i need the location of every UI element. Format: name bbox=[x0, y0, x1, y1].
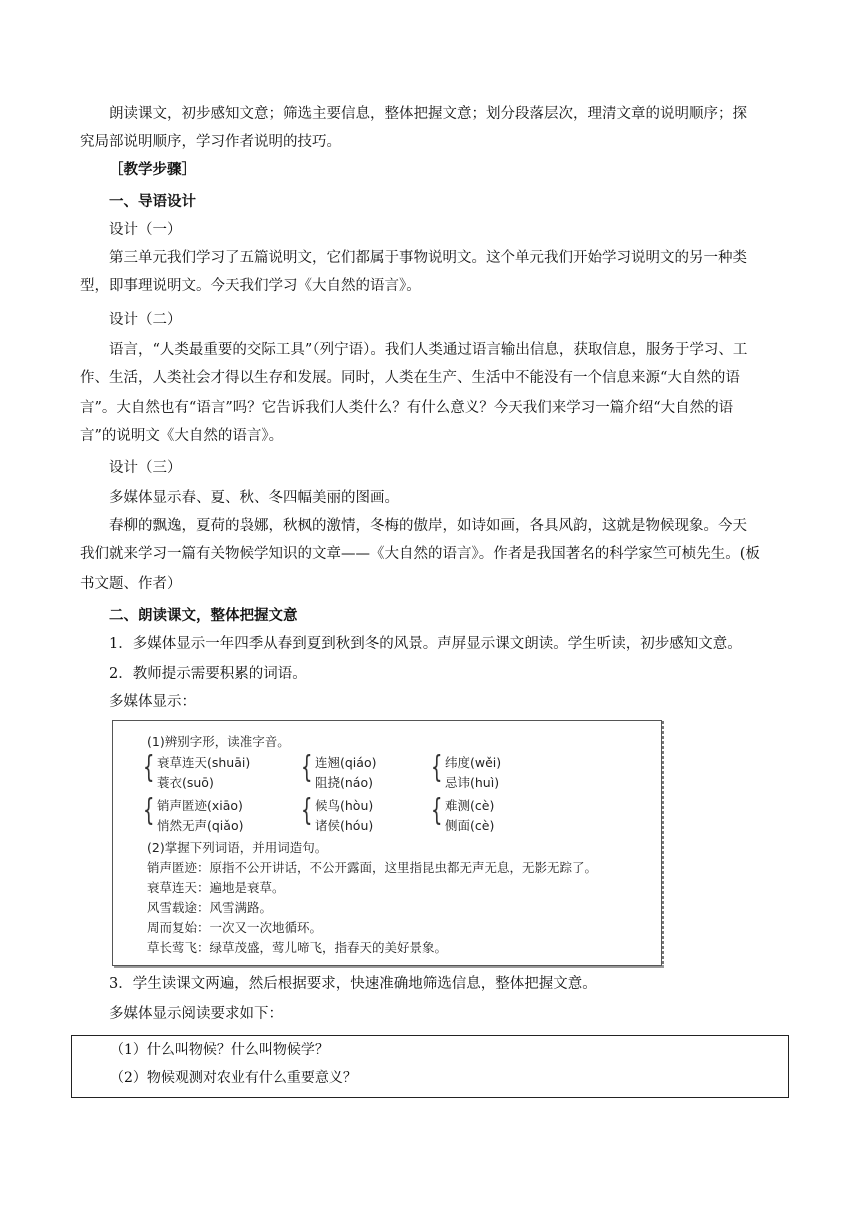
vocab-word: 蓑衣(suō) bbox=[157, 775, 214, 790]
requirement-item: （1）什么叫物候？什么叫物候学？ bbox=[110, 1042, 329, 1058]
section2-item-3: 3．学生读课文两遍，然后根据要求，快速准确地筛选信息，整体把握文意。 bbox=[109, 976, 597, 992]
design2-label: 设计（二） bbox=[109, 312, 182, 328]
section2-heading: 二、朗读课文，整体把握文意 bbox=[109, 607, 298, 624]
vocab-word: 纬度(wěi) bbox=[445, 755, 502, 770]
vocab-word: 连翘(qiáo) bbox=[315, 755, 377, 770]
brace-icon: { bbox=[431, 750, 443, 785]
design1-line-2: 型，即事理说明文。今天我们学习《大自然的语言》。 bbox=[80, 278, 421, 294]
design1-line-1: 第三单元我们学习了五篇说明文，它们都属于事物说明文。这个单元我们开始学习说明文的另一种类 bbox=[109, 250, 747, 266]
design2-line-1: 语言，“人类最重要的交际工具”（列宁语）。我们人类通过语言输出信息，获取信息，服务于学习、工 bbox=[109, 342, 748, 358]
brace-icon: { bbox=[301, 750, 313, 785]
design3-line-3: 我们就来学习一篇有关物候学知识的文章——《大自然的语言》。作者是我国著名的科学家竺可桢先生。(板 bbox=[80, 546, 760, 562]
multimedia-label: 多媒体显示： bbox=[109, 694, 196, 710]
design3-label: 设计（三） bbox=[109, 460, 182, 476]
vocab-word: 衰草连天(shuāi) bbox=[157, 755, 251, 770]
section1-heading: 一、导语设计 bbox=[109, 193, 196, 210]
design2-line-4: 言”的说明文《大自然的语言》。 bbox=[80, 428, 284, 444]
vocab-title-1: (1)辨别字形，读准字音。 bbox=[147, 734, 290, 749]
vocab-word: 难测(cè) bbox=[445, 798, 495, 813]
design3-line-2: 春柳的飘逸，夏荷的袅娜，秋枫的激情，冬梅的傲岸，如诗如画，各具风韵，这就是物候现象。今天 bbox=[109, 518, 747, 534]
vocab-word: 忌讳(huì) bbox=[445, 775, 500, 790]
steps-heading: ［教学步骤］ bbox=[109, 161, 196, 178]
design3-line-4: 书文题、作者） bbox=[80, 576, 182, 592]
brace-icon: { bbox=[143, 793, 155, 828]
design3-line-1: 多媒体显示春、夏、秋、冬四幅美丽的图画。 bbox=[109, 490, 399, 506]
design2-line-2: 作、生活，人类社会才得以生存和发展。同时，人类在生产、生活中不能没有一个信息来源“大自然的语 bbox=[80, 370, 740, 386]
requirement-item: （2）物候观测对农业有什么重要意义？ bbox=[110, 1070, 357, 1086]
section2-item-1: 1．多媒体显示一年四季从春到夏到秋到冬的风景。声屏显示课文朗读。学生听读，初步感知文意。 bbox=[109, 636, 742, 652]
brace-icon: { bbox=[301, 793, 313, 828]
vocab-word: 侧面(cè) bbox=[445, 818, 495, 833]
box-dotted-edge bbox=[662, 721, 664, 965]
intro-line-1: 朗读课文，初步感知文意；筛选主要信息，整体把握文意；划分段落层次，理清文章的说明顺序；探 bbox=[109, 106, 747, 122]
vocab-definition: 风雪载途：风雪满路。 bbox=[147, 900, 273, 915]
section2-item-2: 2．教师提示需要积累的词语。 bbox=[109, 666, 307, 682]
brace-icon: { bbox=[431, 793, 443, 828]
brace-icon: { bbox=[143, 750, 155, 785]
multimedia-vocab-box bbox=[112, 720, 662, 966]
multimedia-label-2: 多媒体显示阅读要求如下： bbox=[109, 1006, 283, 1022]
vocab-definition: 衰草连天：遍地是衰草。 bbox=[147, 880, 285, 895]
vocab-title-2: (2)掌握下列词语，并用词造句。 bbox=[147, 840, 328, 855]
design1-label: 设计（一） bbox=[109, 222, 182, 238]
vocab-word: 阻挠(náo) bbox=[315, 775, 373, 790]
vocab-definition: 销声匿迹：原指不公开讲话，不公开露面，这里指昆虫都无声无息，无影无踪了。 bbox=[147, 860, 598, 875]
vocab-word: 销声匿迹(xiāo) bbox=[157, 798, 243, 813]
vocab-word: 候鸟(hòu) bbox=[315, 798, 374, 813]
intro-line-2: 究局部说明顺序，学习作者说明的技巧。 bbox=[80, 134, 341, 150]
vocab-definition: 草长莺飞：绿草茂盛，莺儿啼飞，指春天的美好景象。 bbox=[147, 940, 448, 955]
vocab-definition: 周而复始：一次又一次地循环。 bbox=[147, 920, 323, 935]
vocab-word: 悄然无声(qiǎo) bbox=[157, 818, 244, 833]
reading-requirements-box bbox=[71, 1035, 789, 1098]
vocab-word: 诸侯(hóu) bbox=[315, 818, 374, 833]
design2-line-3: 言”。大自然也有“语言”吗？它告诉我们人类什么？有什么意义？今天我们来学习一篇介绍“大自然的语 bbox=[80, 400, 734, 416]
